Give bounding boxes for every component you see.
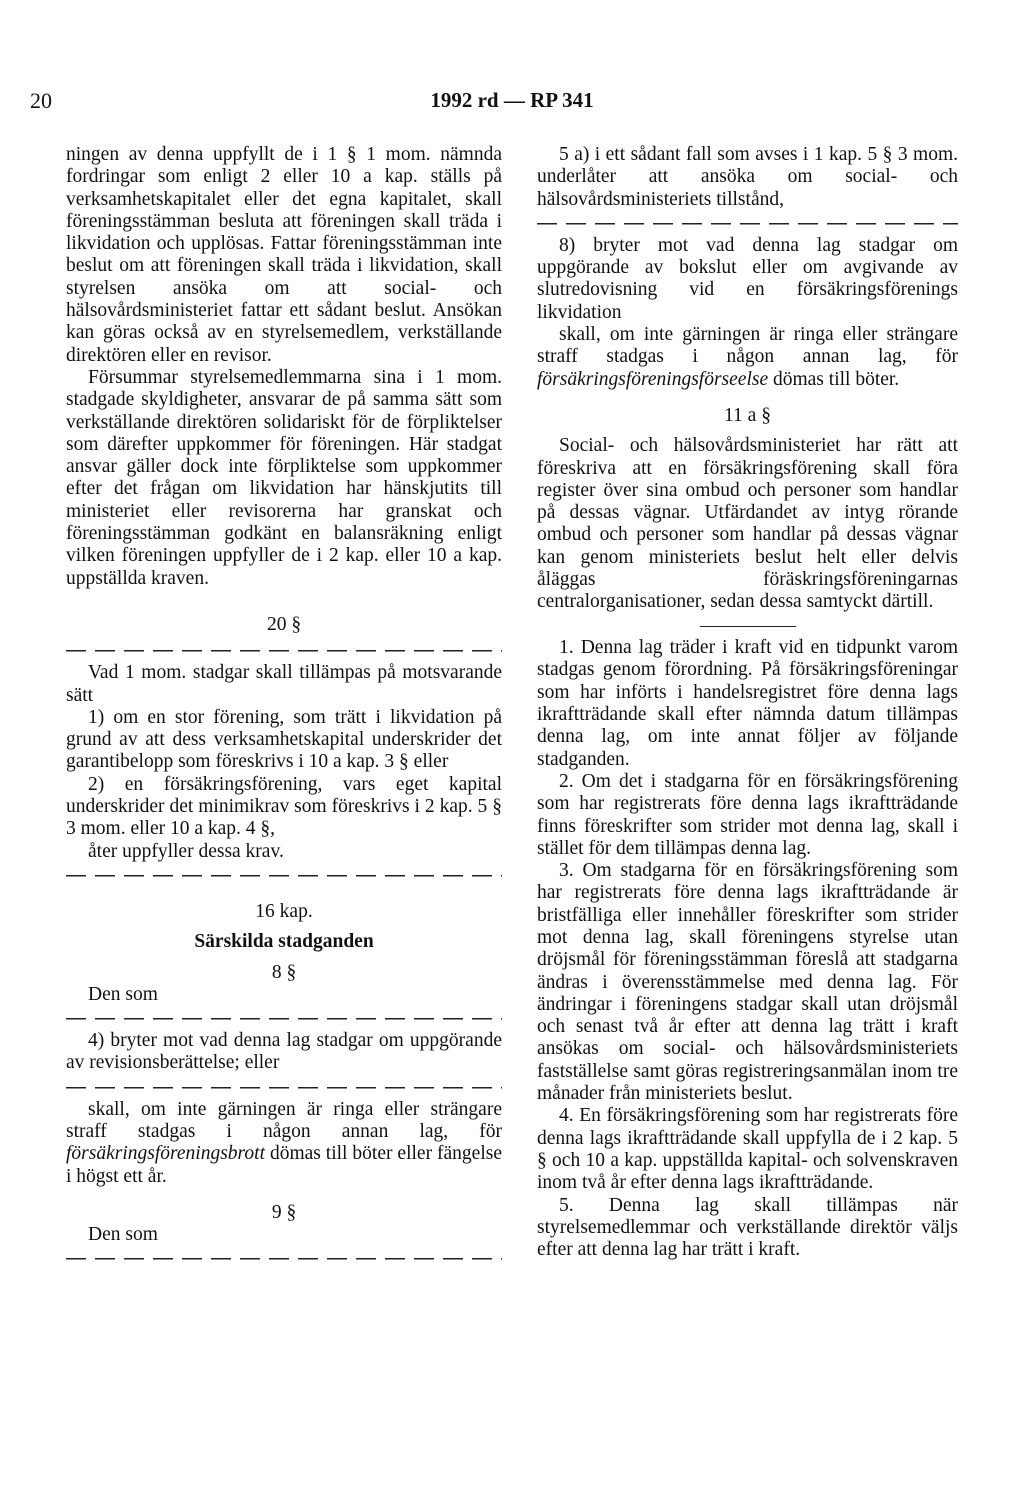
left-column [66, 144, 502, 1270]
section-heading-20: 20 § [266, 613, 302, 635]
omission-dashes [66, 869, 502, 883]
omission-dashes [66, 644, 502, 658]
section-heading-8: 8 § [271, 961, 297, 983]
omission-dashes [66, 1012, 502, 1026]
text: skall, om inte gärningen är ringa eller strängare straff stadgas i någon annan lag, för [66, 1098, 502, 1142]
paragraph: ningen av denna uppfyllt de i 1 § 1 mom. nämnda fordringar som enligt 2 eller 10 a kap. ställs på verksamhetskapitalet eller det egna kapitalet, skall föreningsstämman besluta att föreningen skall träda i likvidation och upplösas. Fattar föreningsstämman inte beslut om att föreningen skall träda i likvidation, skall styrelsen ansöka om att social- och hälsovårdsministeriet fattar ett sådant beslut. Ansökan kan göras också av en styrelsemedlem, verkställande direktören eller en revisor. [66, 144, 502, 366]
paragraph: 5 a) i ett sådant fall som avses i 1 kap. 5 § 3 mom. underlåter att ansöka om social- och hälsovårdsministeriets tillstånd, [537, 144, 958, 210]
omission-dashes [66, 1252, 502, 1266]
paragraph: Social- och hälsovårdsministeriet har rätt att föreskriva att en försäkringsförening skall föra register över sina ombud och personer som handlar på dessas vägnar. Utfärdandet av intyg rörande ombud och personer som handlar på dessas vägnar kan genom ministeriets beslut helt eller delvis åläggas föräskringsföreningarnas centralorganisationer, sedan dessa samtyckt därtill. [537, 435, 958, 613]
italic-term: försäkringsföreningsbrott [66, 1143, 265, 1165]
text: skall, om inte gärningen är ringa eller strängare straff stadgas i någon annan lag, för [537, 324, 958, 368]
paragraph: Vad 1 mom. stadgar skall tillämpas på motsvarande sätt [66, 662, 502, 706]
text: dömas till böter eller fängelse i högst ett år. [66, 1143, 502, 1187]
transitional-provision: 1. Denna lag träder i kraft vid en tidpunkt varom stadgas genom förordning. På försäkringsföreningar som har införts i handelsregistret före denna lags ikraftträdande skall efter nämnda datum tillämpas denna lag, om inte annat följer av följande stadganden. [537, 637, 958, 770]
right-column [537, 144, 958, 1261]
chapter-heading: 16 kap. [255, 900, 313, 922]
page-number: 20 [30, 88, 52, 113]
paragraph: åter uppfyller dessa krav. [88, 840, 284, 862]
paragraph [66, 1099, 502, 1188]
transitional-provision: 5. Denna lag skall tillämpas när styrelsemedlemmar och verkställande direktör väljs efter att denna lag har trätt i kraft. [537, 1194, 958, 1261]
transitional-provision: 2. Om det i stadgarna för en försäkringsförening som har registrerats före denna lags ikraftträdande finns föreskrifter som strider mot denna lag, skall i stället för dem tillämpas denna lag. [537, 770, 958, 859]
section-heading-11a: 11 a § [724, 404, 771, 426]
omission-dashes [537, 217, 958, 231]
paragraph: 2) en försäkringsförening, vars eget kapital underskrider det minimikrav som föreskrivs i 2 kap. 5 § 3 mom. eller 10 a kap. 4 §, [66, 773, 502, 840]
paragraph: Den som [88, 1224, 158, 1246]
paragraph [537, 324, 958, 391]
paragraph: 4) bryter mot vad denna lag stadgar om uppgörande av revisionsberättelse; eller [66, 1030, 502, 1074]
paragraph: 8) bryter mot vad denna lag stadgar om uppgörande av bokslut eller om avgivande av slutredovisning vid en försäkringsförenings likvidation [537, 234, 958, 323]
transitional-provision: 4. En försäkringsförening som har registrerats före denna lags ikraftträdande skall uppfylla de i 2 kap. 5 § och 10 a kap. uppställda kapital- och solvenskraven inom två år efter denna lags ikraftträdande. [537, 1105, 958, 1194]
text: dömas till böter. [768, 368, 900, 390]
running-head: 1992 rd — RP 341 [430, 88, 594, 112]
transitional-provision: 3. Om stadgarna för en försäkringsförening som har registrerats före denna lags ikraftträdande är bristfälliga eller innehåller föreskrifter som strider mot denna lag, skall föreningens styrelse utan dröjsmål för föreningsstämman föreslå att stadgarna ändras i överensstämmelse med denna lag. För ändringar i föreningens stadgar skall utan dröjsmål och senast två år efter att denna lag trätt i kraft ansökas om social- och hälsovårdsministeriets fastställelse samt göras registreringsanmälan inom tre månader från ministeriets beslut. [537, 860, 958, 1105]
paragraph: 1) om en stor förening, som trätt i likvidation på grund av att dess verksamhetskapital underskrider det garantibelopp som föreskrivs i 10 a kap. 3 § eller [66, 706, 502, 773]
paragraph: Den som [88, 983, 158, 1005]
section-heading-9: 9 § [271, 1201, 297, 1223]
chapter-title: Särskilda stadganden [194, 931, 374, 953]
paragraph: Försummar styrelsemedlemmarna sina i 1 mom. stadgade skyldigheter, ansvarar de på samma sätt som verkställande direktören solidariskt för de förpliktelser som därefter uppkommer för föreningen. Här stadgat ansvar gäller dock inte förpliktelse som uppkommer efter det frågan om likvidation har hänskjutits till ministeriet eller revisorerna har granskat och föreningsstämman godkänt en balansräkning enligt vilken föreningen uppfyller de i 2 kap. eller 10 a kap. uppställda kraven. [66, 366, 502, 589]
section-rule [700, 626, 796, 628]
omission-dashes [66, 1081, 502, 1095]
italic-term: försäkringsföreningsförseelse [537, 368, 769, 390]
